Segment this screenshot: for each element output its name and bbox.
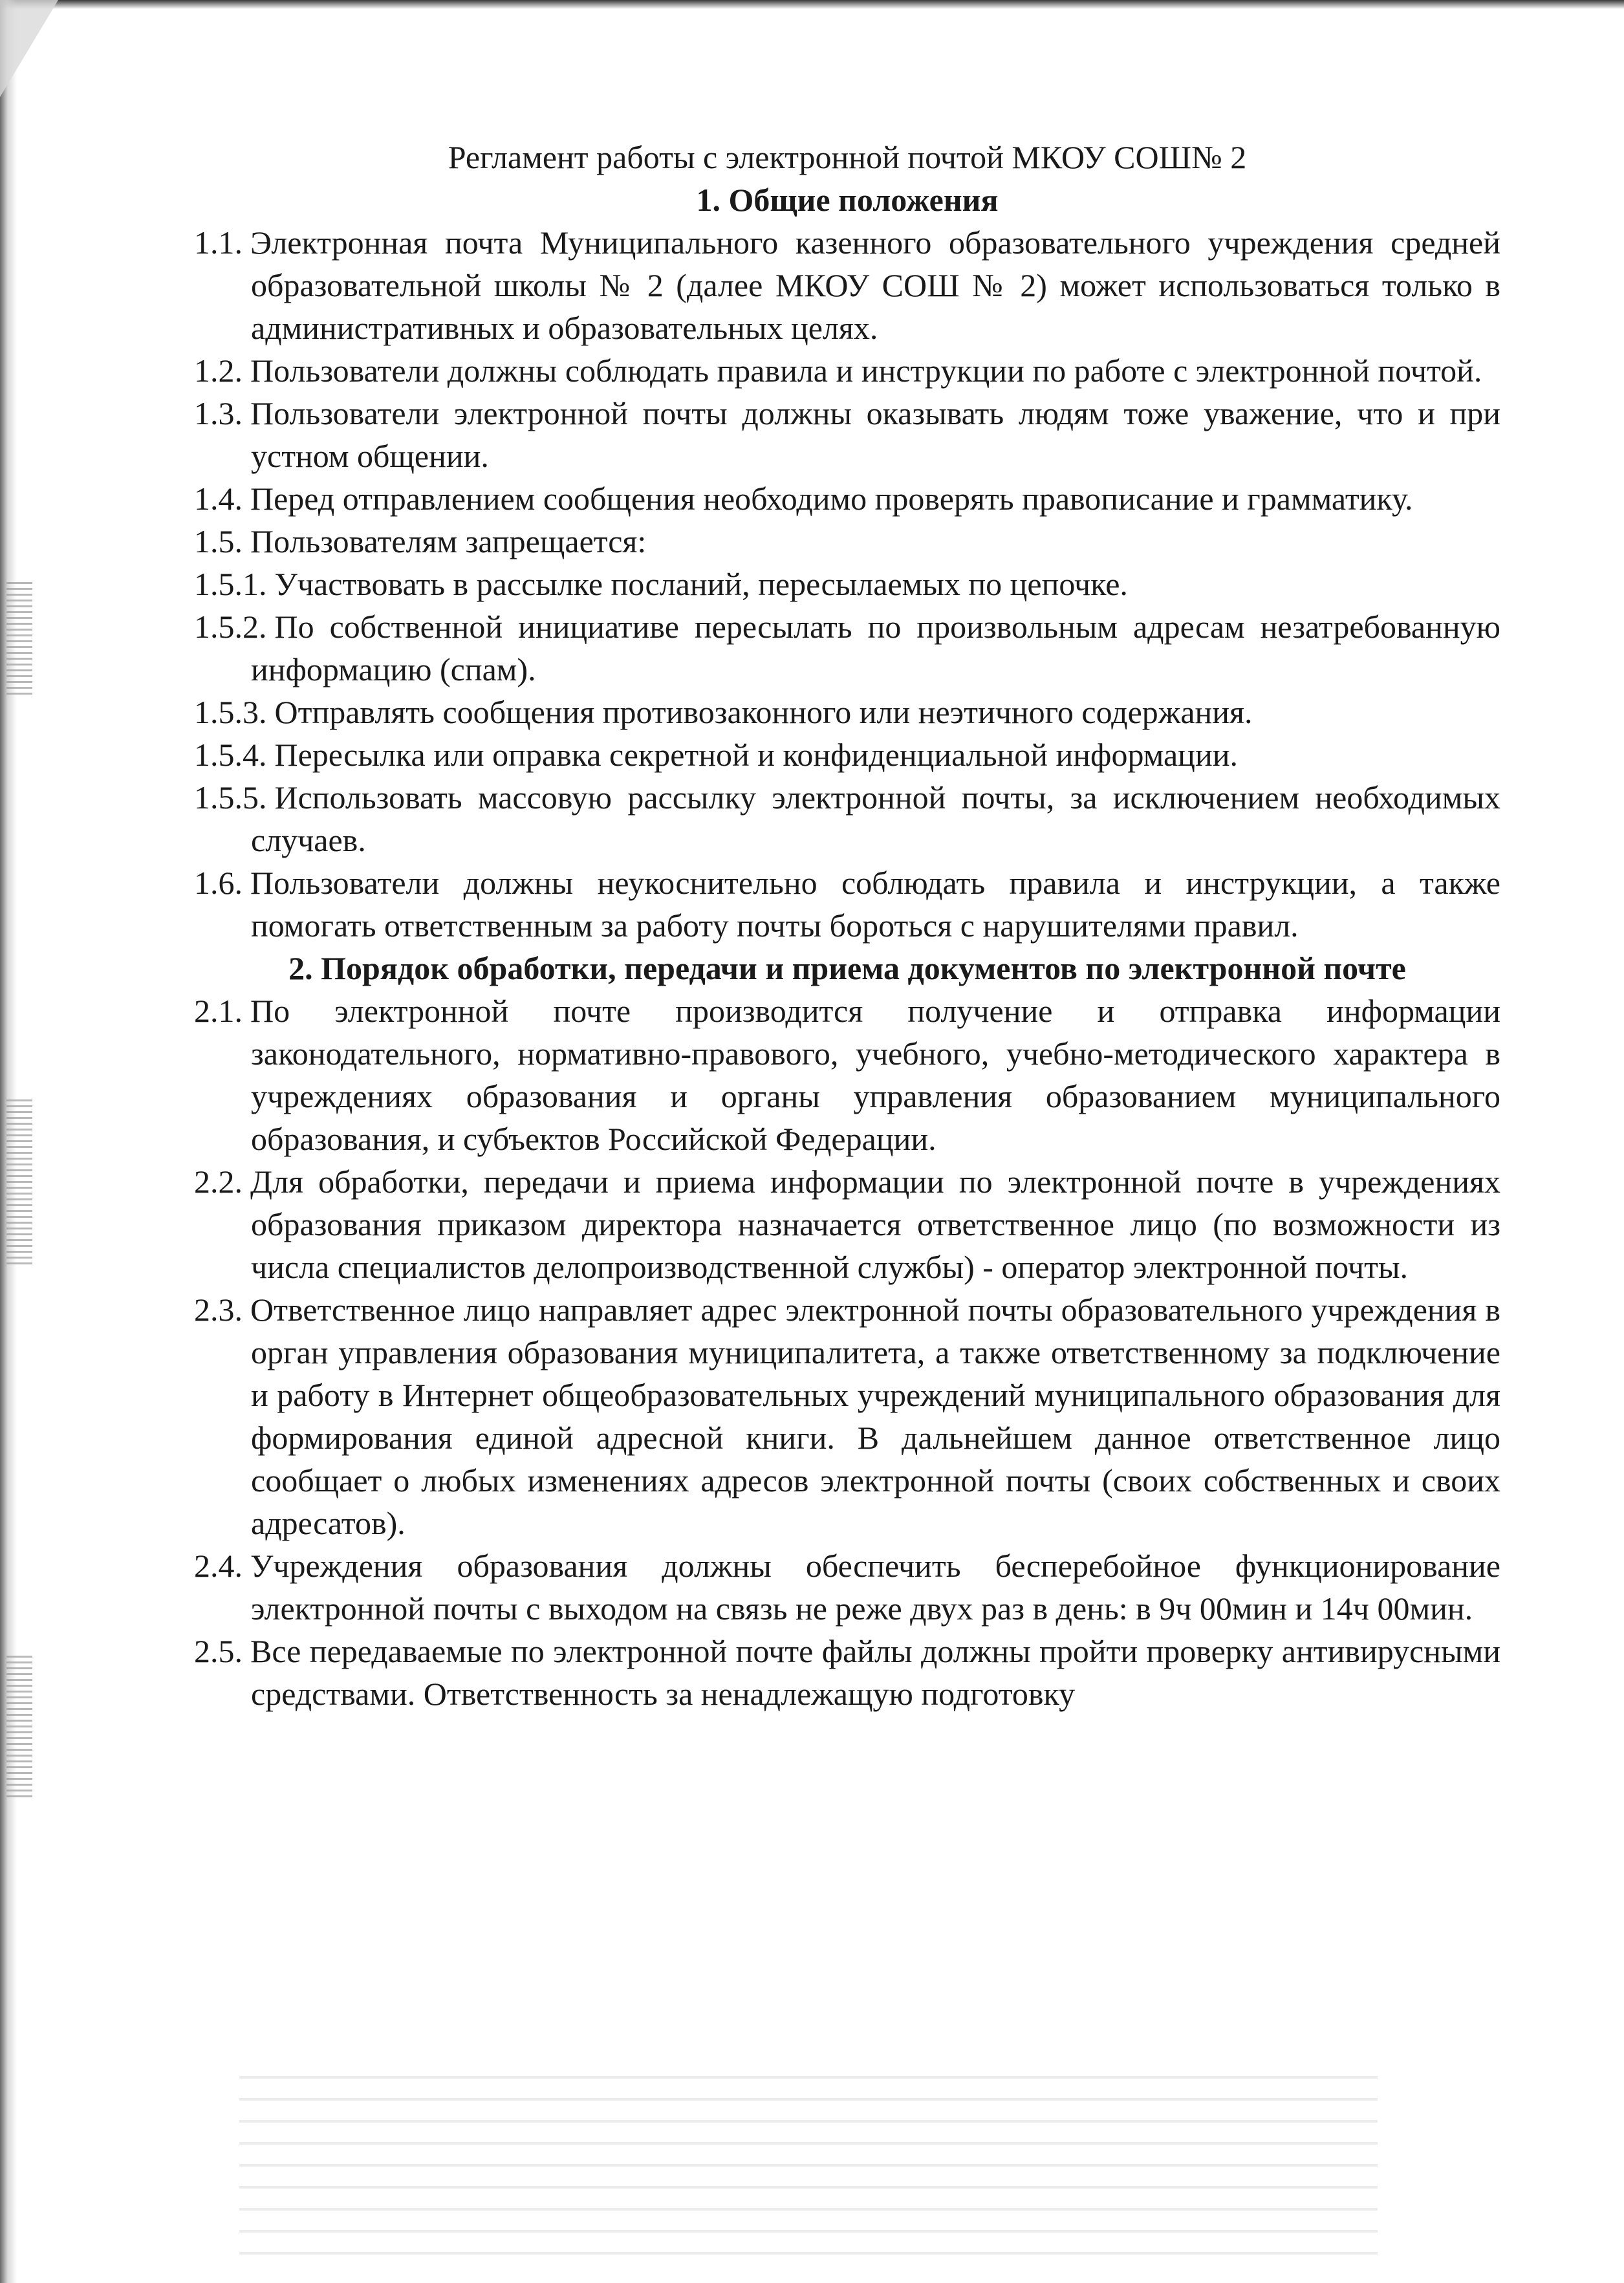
section-procedure-items — [194, 990, 1500, 1715]
list-item: 2.1. По электронной почте производится получение и отправка информации законодательного, нормативно-правового, учебного, учебно-методического характера в учреждениях образования и органы управления образованием муниципального образования, и субъектов Российской Федерации. — [194, 993, 1500, 1157]
section-heading-general: 1. Общие положения — [696, 182, 999, 218]
list-item: 1.6. Пользователи должны неукоснительно соблюдать правила и инструкции, а также помогать ответственным за работу почты бороться с нарушителями правил. — [194, 865, 1500, 944]
list-item: 1.5.4. Пересылка или оправка секретной и конфиденциальной информации. — [194, 737, 1238, 773]
list-item: 1.1. Электронная почта Муниципального казенного образовательного учреждения средней образовательной школы № 2 (далее МКОУ СОШ № 2) может использоваться только в административных и образовательных целях. — [194, 224, 1500, 346]
scan-noise-mark — [6, 1099, 32, 1268]
section-heading-procedure: 2. Порядок обработки, передачи и приема документов по электронной почте — [288, 950, 1406, 986]
list-item: 1.4. Перед отправлением сообщения необходимо проверять правописание и грамматику. — [194, 481, 1413, 517]
list-item: 2.5. Все передаваемые по электронной почте файлы должны пройти проверку антивирусными средствами. Ответственность за ненадлежащую подготовку — [194, 1633, 1500, 1712]
list-item: 1.3. Пользователи электронной почты должны оказывать людям тоже уважение, что и при устном общении. — [194, 395, 1500, 474]
section-general-items — [194, 221, 1500, 947]
list-item: 1.5.1. Участвовать в рассылке посланий, пересылаемых по цепочке. — [194, 566, 1128, 602]
list-item: 1.5.3. Отправлять сообщения противозаконного или неэтичного содержания. — [194, 694, 1253, 730]
list-item: 2.4. Учреждения образования должны обеспечить бесперебойное функционирование электронной почты с выходом на связь не реже двух раз в день: в 9ч 00мин и 14ч 00мин. — [194, 1548, 1500, 1627]
list-item: 1.2. Пользователи должны соблюдать правила и инструкции по работе с электронной почтой. — [194, 352, 1482, 389]
scan-noise-mark — [6, 582, 32, 698]
faded-bleedthrough — [239, 2076, 1378, 2270]
list-item: 1.5.2. По собственной инициативе пересылать по произвольным адресам незатребованную информацию (спам). — [194, 609, 1500, 687]
list-item: 1.5. Пользователям запрещается: — [194, 523, 647, 559]
document-title: Регламент работы с электронной почтой МКОУ СОШ№ 2 — [448, 139, 1247, 175]
scan-noise-mark — [6, 1656, 32, 1798]
scan-edge-top — [0, 0, 1624, 9]
document-page — [194, 136, 1500, 1715]
list-item: 1.5.5. Использовать массовую рассылку электронной почты, за исключением необходимых случаев. — [194, 779, 1500, 858]
list-item: 2.3. Ответственное лицо направляет адрес электронной почты образовательного учреждения в орган управления образования муниципалитета, а также ответственному за подключение и работу в Интернет общеобразовательных учреждений муниципального образования для формирования единой адресной книги. В дальнейшем данное ответственное лицо сообщает о любых изменениях адресов электронной почты (своих собственных и своих адресатов). — [194, 1292, 1500, 1541]
list-item: 2.2. Для обработки, передачи и приема информации по электронной почте в учреждениях образования приказом директора назначается ответственное лицо (по возможности из числа специалистов делопроизводственной службы) - оператор электронной почты. — [194, 1163, 1500, 1285]
scan-corner-fold — [0, 0, 58, 97]
